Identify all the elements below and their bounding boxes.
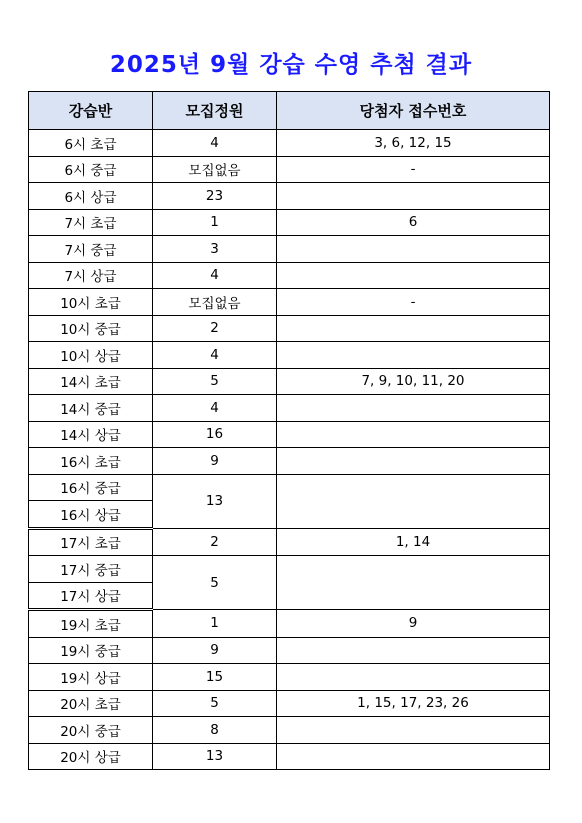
winners-cell bbox=[277, 236, 550, 263]
page-title: 2025년 9월 강습 수영 추첨 결과 bbox=[109, 52, 473, 78]
table-header-row bbox=[29, 92, 550, 130]
table-row bbox=[29, 262, 550, 289]
winners-cell: 1, 15, 17, 23, 26 bbox=[277, 690, 550, 717]
winners-cell bbox=[277, 262, 550, 289]
winners-cell: 3, 6, 12, 15 bbox=[277, 130, 550, 157]
class-cell: 20시 상급 bbox=[29, 743, 153, 770]
capacity-cell: 2 bbox=[153, 315, 277, 342]
capacity-cell: 5 bbox=[153, 556, 277, 610]
capacity-cell: 13 bbox=[153, 743, 277, 770]
winners-cell bbox=[277, 395, 550, 422]
class-cell: 17시 상급 bbox=[29, 582, 153, 610]
winners-cell: 1, 14 bbox=[277, 528, 550, 556]
winners-cell bbox=[277, 474, 550, 528]
capacity-cell: 5 bbox=[153, 368, 277, 395]
table-row bbox=[29, 743, 550, 770]
class-cell: 17시 초급 bbox=[29, 528, 153, 556]
table-row bbox=[29, 342, 550, 369]
class-cell: 10시 중급 bbox=[29, 315, 153, 342]
table-row bbox=[29, 474, 550, 501]
winners-cell bbox=[277, 315, 550, 342]
winners-cell: 9 bbox=[277, 610, 550, 638]
winners-cell: 6 bbox=[277, 209, 550, 236]
class-cell: 20시 초급 bbox=[29, 690, 153, 717]
winners-cell: - bbox=[277, 156, 550, 183]
table-row bbox=[29, 289, 550, 316]
table-row bbox=[29, 448, 550, 475]
table-row bbox=[29, 315, 550, 342]
capacity-cell: 4 bbox=[153, 262, 277, 289]
capacity-cell: 1 bbox=[153, 610, 277, 638]
table-row bbox=[29, 368, 550, 395]
table-row bbox=[29, 664, 550, 691]
table-row bbox=[29, 690, 550, 717]
capacity-cell: 9 bbox=[153, 637, 277, 664]
winners-cell bbox=[277, 448, 550, 475]
class-cell: 19시 중급 bbox=[29, 637, 153, 664]
class-cell: 16시 중급 bbox=[29, 474, 153, 501]
capacity-cell: 4 bbox=[153, 342, 277, 369]
winners-cell bbox=[277, 743, 550, 770]
capacity-cell: 4 bbox=[153, 130, 277, 157]
capacity-cell: 5 bbox=[153, 690, 277, 717]
winners-cell: - bbox=[277, 289, 550, 316]
class-cell: 6시 초급 bbox=[29, 130, 153, 157]
capacity-cell: 8 bbox=[153, 717, 277, 744]
class-cell: 6시 상급 bbox=[29, 183, 153, 210]
table-row bbox=[29, 421, 550, 448]
class-cell: 7시 초급 bbox=[29, 209, 153, 236]
capacity-cell: 9 bbox=[153, 448, 277, 475]
capacity-cell: 모집없음 bbox=[153, 289, 277, 316]
table-row bbox=[29, 130, 550, 157]
winners-cell bbox=[277, 183, 550, 210]
winners-cell bbox=[277, 637, 550, 664]
winners-cell bbox=[277, 421, 550, 448]
class-cell: 6시 중급 bbox=[29, 156, 153, 183]
header-winners: 당첨자 접수번호 bbox=[277, 92, 550, 130]
table-row bbox=[29, 156, 550, 183]
class-cell: 14시 상급 bbox=[29, 421, 153, 448]
table-row bbox=[29, 637, 550, 664]
class-cell: 7시 중급 bbox=[29, 236, 153, 263]
table-row bbox=[29, 528, 550, 556]
table-row bbox=[29, 209, 550, 236]
capacity-cell: 4 bbox=[153, 395, 277, 422]
table-row bbox=[29, 717, 550, 744]
class-cell: 19시 상급 bbox=[29, 664, 153, 691]
capacity-cell: 15 bbox=[153, 664, 277, 691]
class-cell: 10시 상급 bbox=[29, 342, 153, 369]
class-cell: 14시 초급 bbox=[29, 368, 153, 395]
table-row bbox=[29, 236, 550, 263]
header-class: 강습반 bbox=[29, 92, 153, 130]
capacity-cell: 3 bbox=[153, 236, 277, 263]
capacity-cell: 1 bbox=[153, 209, 277, 236]
table-row bbox=[29, 610, 550, 638]
class-cell: 16시 초급 bbox=[29, 448, 153, 475]
class-cell: 20시 중급 bbox=[29, 717, 153, 744]
winners-cell bbox=[277, 342, 550, 369]
class-cell: 17시 중급 bbox=[29, 556, 153, 583]
winners-cell bbox=[277, 556, 550, 610]
table-row bbox=[29, 183, 550, 210]
lottery-results-table bbox=[28, 91, 550, 770]
class-cell: 19시 초급 bbox=[29, 610, 153, 638]
winners-cell bbox=[277, 664, 550, 691]
class-cell: 10시 초급 bbox=[29, 289, 153, 316]
table-row bbox=[29, 395, 550, 422]
capacity-cell: 16 bbox=[153, 421, 277, 448]
winners-cell: 7, 9, 10, 11, 20 bbox=[277, 368, 550, 395]
table-row bbox=[29, 556, 550, 583]
capacity-cell: 2 bbox=[153, 528, 277, 556]
capacity-cell: 13 bbox=[153, 474, 277, 528]
class-cell: 14시 중급 bbox=[29, 395, 153, 422]
class-cell: 16시 상급 bbox=[29, 501, 153, 529]
capacity-cell: 모집없음 bbox=[153, 156, 277, 183]
winners-cell bbox=[277, 717, 550, 744]
capacity-cell: 23 bbox=[153, 183, 277, 210]
class-cell: 7시 상급 bbox=[29, 262, 153, 289]
header-capacity: 모집정원 bbox=[153, 92, 277, 130]
